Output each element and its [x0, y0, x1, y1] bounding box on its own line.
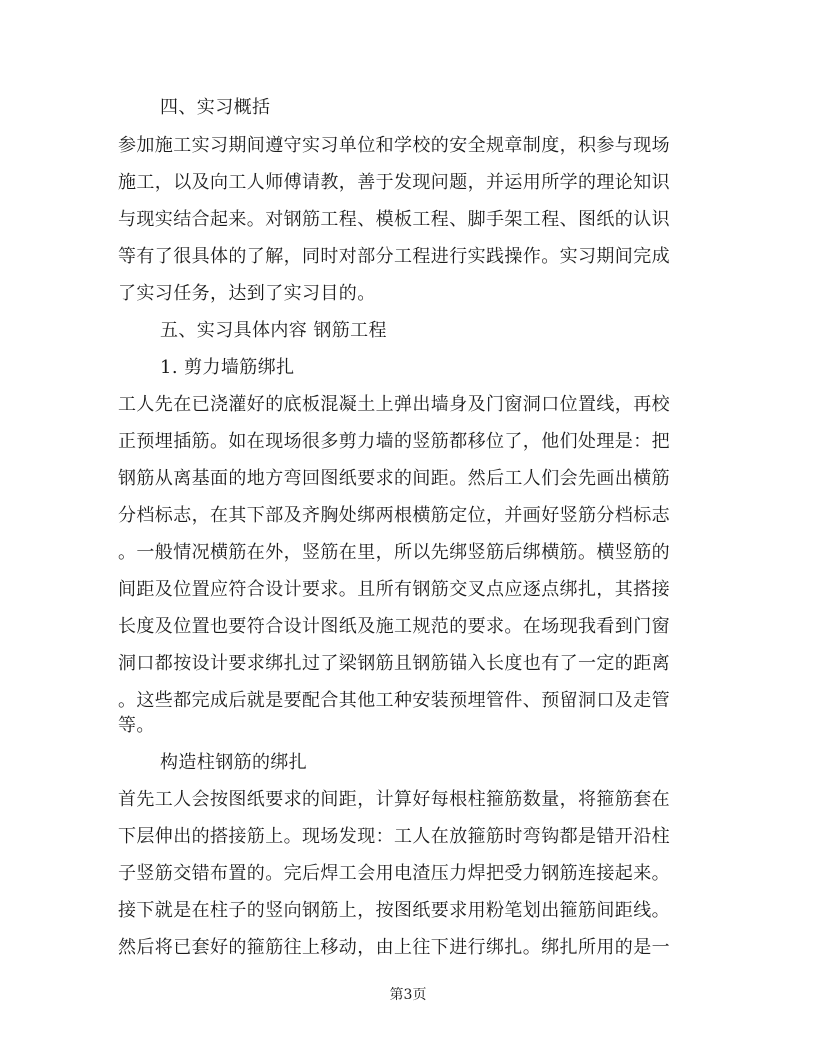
paragraph-line: 下层伸出的搭接筋上。现场发现：工人在放箍筋时弯钩都是错开沿柱 [118, 826, 670, 847]
paragraph-line: 间距及位置应符合设计要求。且所有钢筋交叉点应逐点绑扎，其搭接 [118, 579, 670, 600]
page-number: 第3页 [389, 987, 427, 1003]
paragraph-line: 子竖筋交错布置的。完后焊工会用电渣压力焊把受力钢筋连接起来。 [118, 863, 670, 884]
paragraph-line: 首先工人会按图纸要求的间距，计算好每根柱箍筋数量，将箍筋套在 [118, 789, 670, 810]
paragraph-line: 了实习任务，达到了实习目的。 [118, 283, 376, 304]
paragraph-line: 然后将已套好的箍筋往上移动，由上往下进行绑扎。绑扎所用的是一 [118, 937, 670, 958]
paragraph-line: 等有了很具体的了解，同时对部分工程进行实践操作。实习期间完成 [118, 246, 670, 267]
paragraph-line: 长度及位置也要符合设计图纸及施工规范的要求。在场现我看到门窗 [118, 616, 670, 637]
paragraph-line: 参加施工实习期间遵守实习单位和学校的安全规章制度，积参与现场 [118, 135, 670, 156]
heading-summary: 四、实习概括 [160, 97, 271, 118]
paragraph-line: 接下就是在柱子的竖向钢筋上，按图纸要求用粉笔划出箍筋间距线。 [118, 900, 670, 921]
subheading-column: 构造柱钢筋的绑扎 [160, 752, 308, 773]
subheading-shear-wall: 1. 剪力墙筋绑扎 [160, 357, 295, 378]
paragraph-line: 分档标志，在其下部及齐胸处绑两根横筋定位，并画好竖筋分档标志 [118, 505, 670, 526]
paragraph-line: 。这些都完成后就是要配合其他工种安装预埋管件、预留洞口及走管 [118, 690, 670, 711]
heading-content: 五、实习具体内容 钢筋工程 [160, 320, 387, 341]
paragraph-line: 。一般情况横筋在外，竖筋在里，所以先绑竖筋后绑横筋。横竖筋的 [118, 542, 670, 563]
paragraph-line: 钢筋从离基面的地方弯回图纸要求的间距。然后工人们会先画出横筋 [118, 468, 670, 489]
paragraph-line: 等。 [118, 715, 155, 736]
paragraph-line: 工人先在已浇灌好的底板混凝土上弹出墙身及门窗洞口位置线，再校 [118, 394, 670, 415]
paragraph-line: 与现实结合起来。对钢筋工程、模板工程、脚手架工程、图纸的认识 [118, 209, 670, 230]
paragraph-line: 洞口都按设计要求绑扎过了梁钢筋且钢筋锚入长度也有了一定的距离 [118, 653, 670, 674]
paragraph-line: 施工，以及向工人师傅请教，善于发现问题，并运用所学的理论知识 [118, 172, 670, 193]
paragraph-line: 正预埋插筋。如在现场很多剪力墙的竖筋都移位了，他们处理是：把 [118, 431, 670, 452]
